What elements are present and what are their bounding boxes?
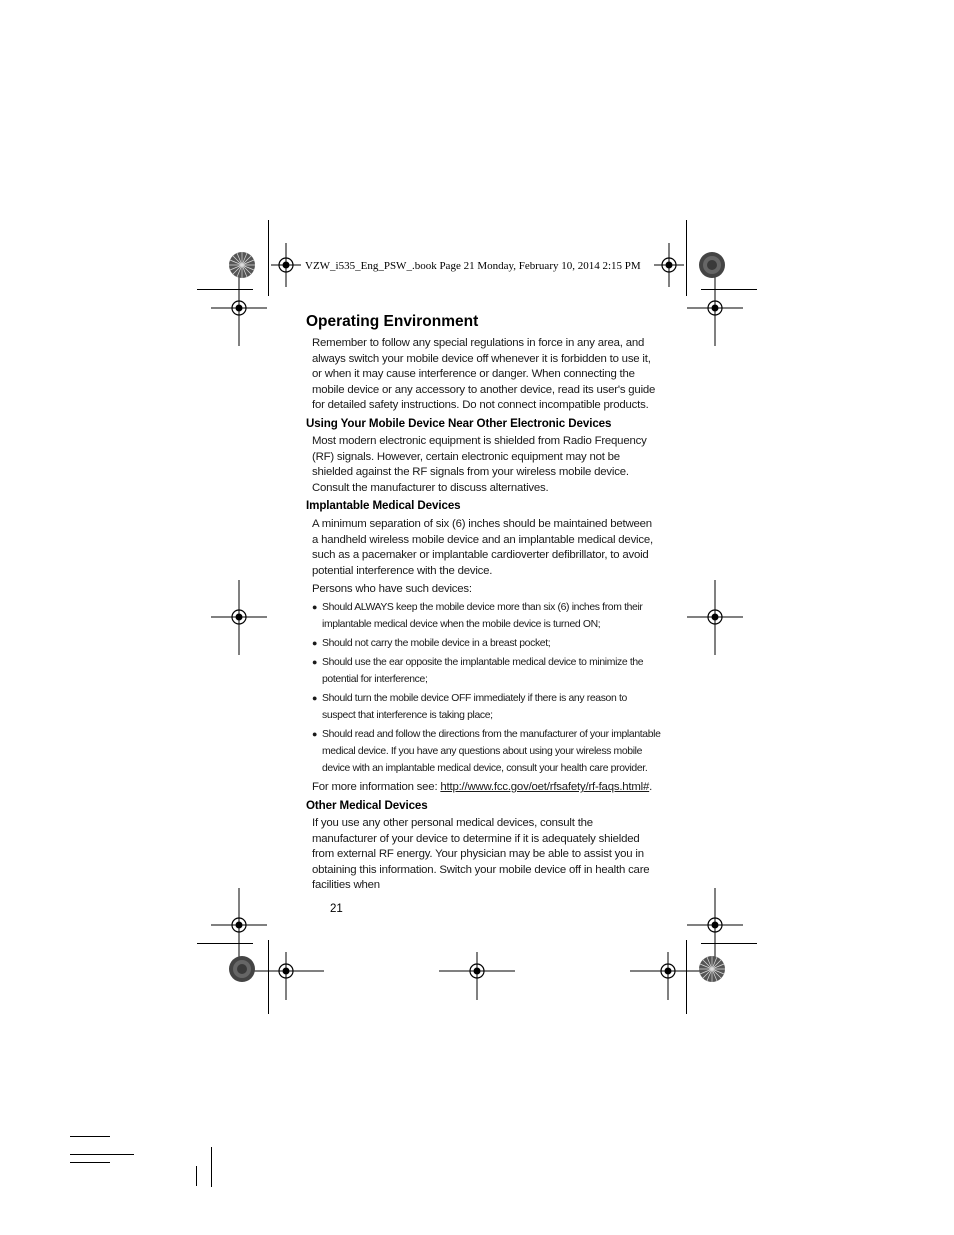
crop-mark-line: [70, 1162, 110, 1163]
list-item: [312, 690, 662, 724]
bullet-icon: ●: [312, 602, 318, 612]
list-item: [312, 599, 662, 633]
crop-mark-line: [70, 1136, 110, 1137]
list-item-text: Should not carry the mobile device in a breast pocket;: [322, 638, 551, 649]
registration-crosshair-icon: [654, 243, 684, 287]
page-number: 21: [330, 903, 343, 915]
starburst-target-icon: [698, 955, 726, 988]
crop-mark-line: [70, 1154, 134, 1155]
registration-crosshair-icon: [248, 952, 324, 1000]
more-info-paragraph: [312, 780, 657, 796]
starburst-target-icon: [228, 955, 256, 988]
bullet-icon: ●: [312, 657, 318, 667]
electronic-devices-paragraph: Most modern electronic equipment is shielded from Radio Frequency (RF) signals. However, certain electronic equipment may not be shielded against the RF signals from your wireless mobile device. Consult the manufacturer to discuss alternatives.: [312, 435, 647, 494]
intro-paragraph: Remember to follow any special regulations in force in any area, and always switch your mobile device off whenever it is forbidden to use it, or when it may cause interference or danger. When connecting the mobile device or any accessory to another device, read its user's guide for detailed safety instructions. Do not connect incompatible products.: [312, 337, 656, 412]
list-item: [312, 654, 662, 688]
bullet-icon: ●: [312, 638, 318, 648]
crop-mark-line: [211, 1147, 212, 1187]
fcc-link[interactable]: http://www.fcc.gov/oet/rfsafety/rf-faqs.html#: [440, 781, 650, 793]
print-header: VZW_i535_Eng_PSW_.book Page 21 Monday, February 10, 2014 2:15 PM: [305, 260, 641, 272]
crop-mark-line: [196, 1166, 197, 1186]
crop-mark-line: [268, 220, 269, 296]
bullet-icon: ●: [312, 729, 318, 739]
list-item-text: Should ALWAYS keep the mobile device more than six (6) inches from their implantable medical device when the mobile device is turned ON;: [322, 602, 643, 630]
other-medical-paragraph: If you use any other personal medical devices, consult the manufacturer of your device to determine if it is adequately shielded from external RF energy. Your physician may be able to assist you in obtaining this information. Switch your mobile device off in health care facilities when: [312, 817, 650, 892]
starburst-target-icon: [228, 251, 256, 284]
bullet-icon: ●: [312, 693, 318, 703]
list-item-text: Should use the ear opposite the implantable medical device to minimize the potential for interference;: [322, 657, 644, 685]
more-info-prefix: For more information see:: [312, 781, 441, 793]
other-medical-heading: Other Medical Devices: [306, 799, 428, 812]
implantable-heading: Implantable Medical Devices: [306, 499, 461, 512]
starburst-target-icon: [698, 251, 726, 284]
list-item-text: Should turn the mobile device OFF immediately if there is any reason to suspect that interference is taking place;: [322, 693, 627, 721]
precautions-list: [312, 599, 662, 779]
registration-crosshair-icon: [211, 580, 267, 655]
registration-crosshair-icon: [630, 952, 706, 1000]
list-item: [312, 726, 662, 777]
list-item: [312, 635, 662, 652]
persons-paragraph: Persons who have such devices:: [312, 583, 472, 595]
registration-crosshair-icon: [271, 243, 301, 287]
list-item-text: Should read and follow the directions from the manufacturer of your implantable medical device. If you have any questions about using your wireless mobile device with an implantable medical device, consult your health care provider.: [322, 729, 661, 774]
more-info-suffix: .: [649, 781, 653, 793]
implantable-paragraph: A minimum separation of six (6) inches should be maintained between a handheld wireless mobile device and an implantable medical device, such as a pacemaker or implantable cardioverter defibrillator, to avoid potential interference with the device.: [312, 518, 653, 577]
electronic-devices-heading: Using Your Mobile Device Near Other Electronic Devices: [306, 417, 612, 430]
registration-crosshair-icon: [439, 952, 515, 1000]
registration-crosshair-icon: [687, 580, 743, 655]
page-title: Operating Environment: [306, 313, 479, 330]
